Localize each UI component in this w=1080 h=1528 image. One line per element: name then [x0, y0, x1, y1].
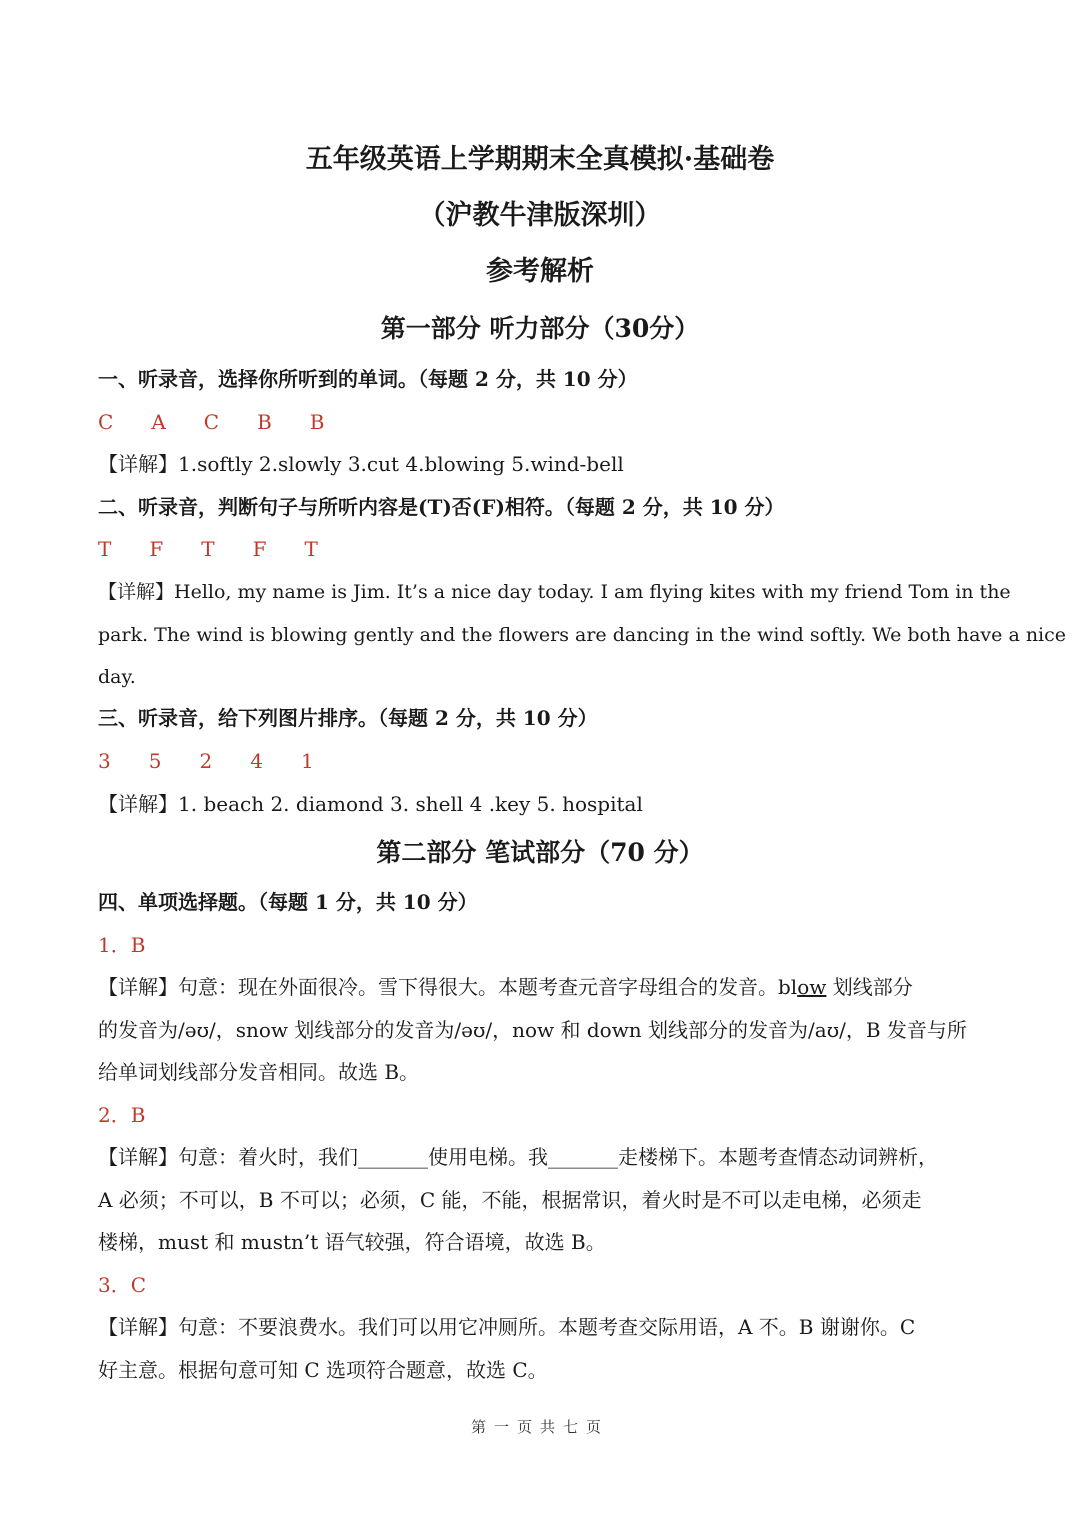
page-footer: 第一页共七页 — [470, 1418, 609, 1436]
sec3-answers — [98, 746, 988, 776]
answer-item: 3 — [98, 749, 111, 773]
q3-detail-line2: 好主意。根据句意可知 C 选项符合题意，故选 C。 — [98, 1358, 548, 1382]
q3-number: 3．C — [98, 1273, 147, 1297]
blank-2: _______ — [548, 1145, 618, 1169]
q2-text-b: 使用电梯。我 — [428, 1145, 548, 1169]
sec3-heading: 三、听录音，给下列图片排序。（每题 2 分，共 10 分） — [98, 706, 598, 730]
sec4-heading: 四、单项选择题。（每题 1 分，共 10 分） — [98, 890, 478, 914]
sec2-answers — [98, 534, 988, 564]
answer-item: C — [203, 410, 220, 434]
sec2-detail-line2: park. The wind is blowing gently and the flowers are dancing in the wind softly. We both have a nice — [98, 624, 1067, 646]
doc-title: 五年级英语上学期期末全真模拟·基础卷 — [305, 144, 775, 175]
answer-item: C — [98, 410, 114, 434]
answer-item: 1 — [300, 749, 314, 773]
sec1-heading: 一、听录音，选择你所听到的单词。（每题 2 分，共 10 分） — [98, 367, 638, 391]
q2-detail-line3: 楼梯，must 和 mustn’t 语气较强，符合语境，故选 B。 — [98, 1230, 606, 1254]
part2-heading: 第二部分 笔试部分（70 分） — [376, 838, 704, 867]
q1-detail-line2: 的发音为/əʊ/，snow 划线部分的发音为/əʊ/，now 和 down 划线部分的发音为/aʊ/，B 发音与所 — [98, 1018, 967, 1042]
sec1-detail: 【详解】1.softly 2.slowly 3.cut 4.blowing 5.wind-bell — [98, 452, 624, 476]
answer-item: T — [201, 537, 215, 561]
q2-text-a: 【详解】句意：着火时，我们 — [98, 1145, 358, 1169]
answer-item: F — [252, 537, 267, 561]
sec2-detail-line3: day. — [98, 666, 136, 688]
blank-1: _______ — [358, 1145, 428, 1169]
underlined-letters: ow — [797, 975, 827, 999]
doc-subtitle: （沪教牛津版深圳） — [418, 200, 662, 231]
q1-detail-line3: 给单词划线部分发音相同。故选 B。 — [98, 1060, 420, 1084]
answer-item: A — [151, 410, 166, 434]
q1-text-end: 划线部分 — [826, 975, 913, 999]
q2-text-c: 走楼梯下。本题考查情态动词辨析， — [618, 1145, 938, 1169]
doc-section-title: 参考解析 — [486, 256, 594, 287]
sec1-answers — [98, 407, 988, 437]
part1-heading: 第一部分 听力部分（30分） — [380, 314, 700, 343]
q1-text: 【详解】句意：现在外面很冷。雪下得很大。本题考查元音字母组合的发音。bl — [98, 975, 798, 999]
answer-item: B — [257, 410, 272, 434]
answer-item: 5 — [148, 749, 162, 773]
answer-item: B — [309, 410, 325, 434]
q2-detail-line1 — [98, 1142, 988, 1172]
sec2-detail-line1: 【详解】Hello, my name is Jim. It’s a nice day today. I am flying kites with my friend Tom in the — [98, 581, 1011, 603]
answer-item: 4 — [250, 749, 263, 773]
answer-item: T — [98, 537, 112, 561]
answer-item: 2 — [199, 749, 213, 773]
q2-detail-line2: A 必须；不可以，B 不可以；必须，C 能，不能，根据常识，着火时是不可以走电梯，必须走 — [98, 1188, 922, 1212]
answer-item: T — [304, 537, 318, 561]
sec3-detail: 【详解】1. beach 2. diamond 3. shell 4 .key 5. hospital — [98, 792, 643, 816]
q2-number: 2．B — [98, 1103, 146, 1127]
q1-detail-line1 — [98, 972, 988, 1002]
answer-item: F — [149, 537, 164, 561]
q3-detail-line1: 【详解】句意：不要浪费水。我们可以用它冲厕所。本题考查交际用语，A 不。B 谢谢你。C — [98, 1315, 916, 1339]
sec2-heading: 二、听录音，判断句子与所听内容是(T)否(F)相符。（每题 2 分，共 10 分） — [98, 495, 785, 519]
q1-number: 1．B — [98, 933, 146, 957]
